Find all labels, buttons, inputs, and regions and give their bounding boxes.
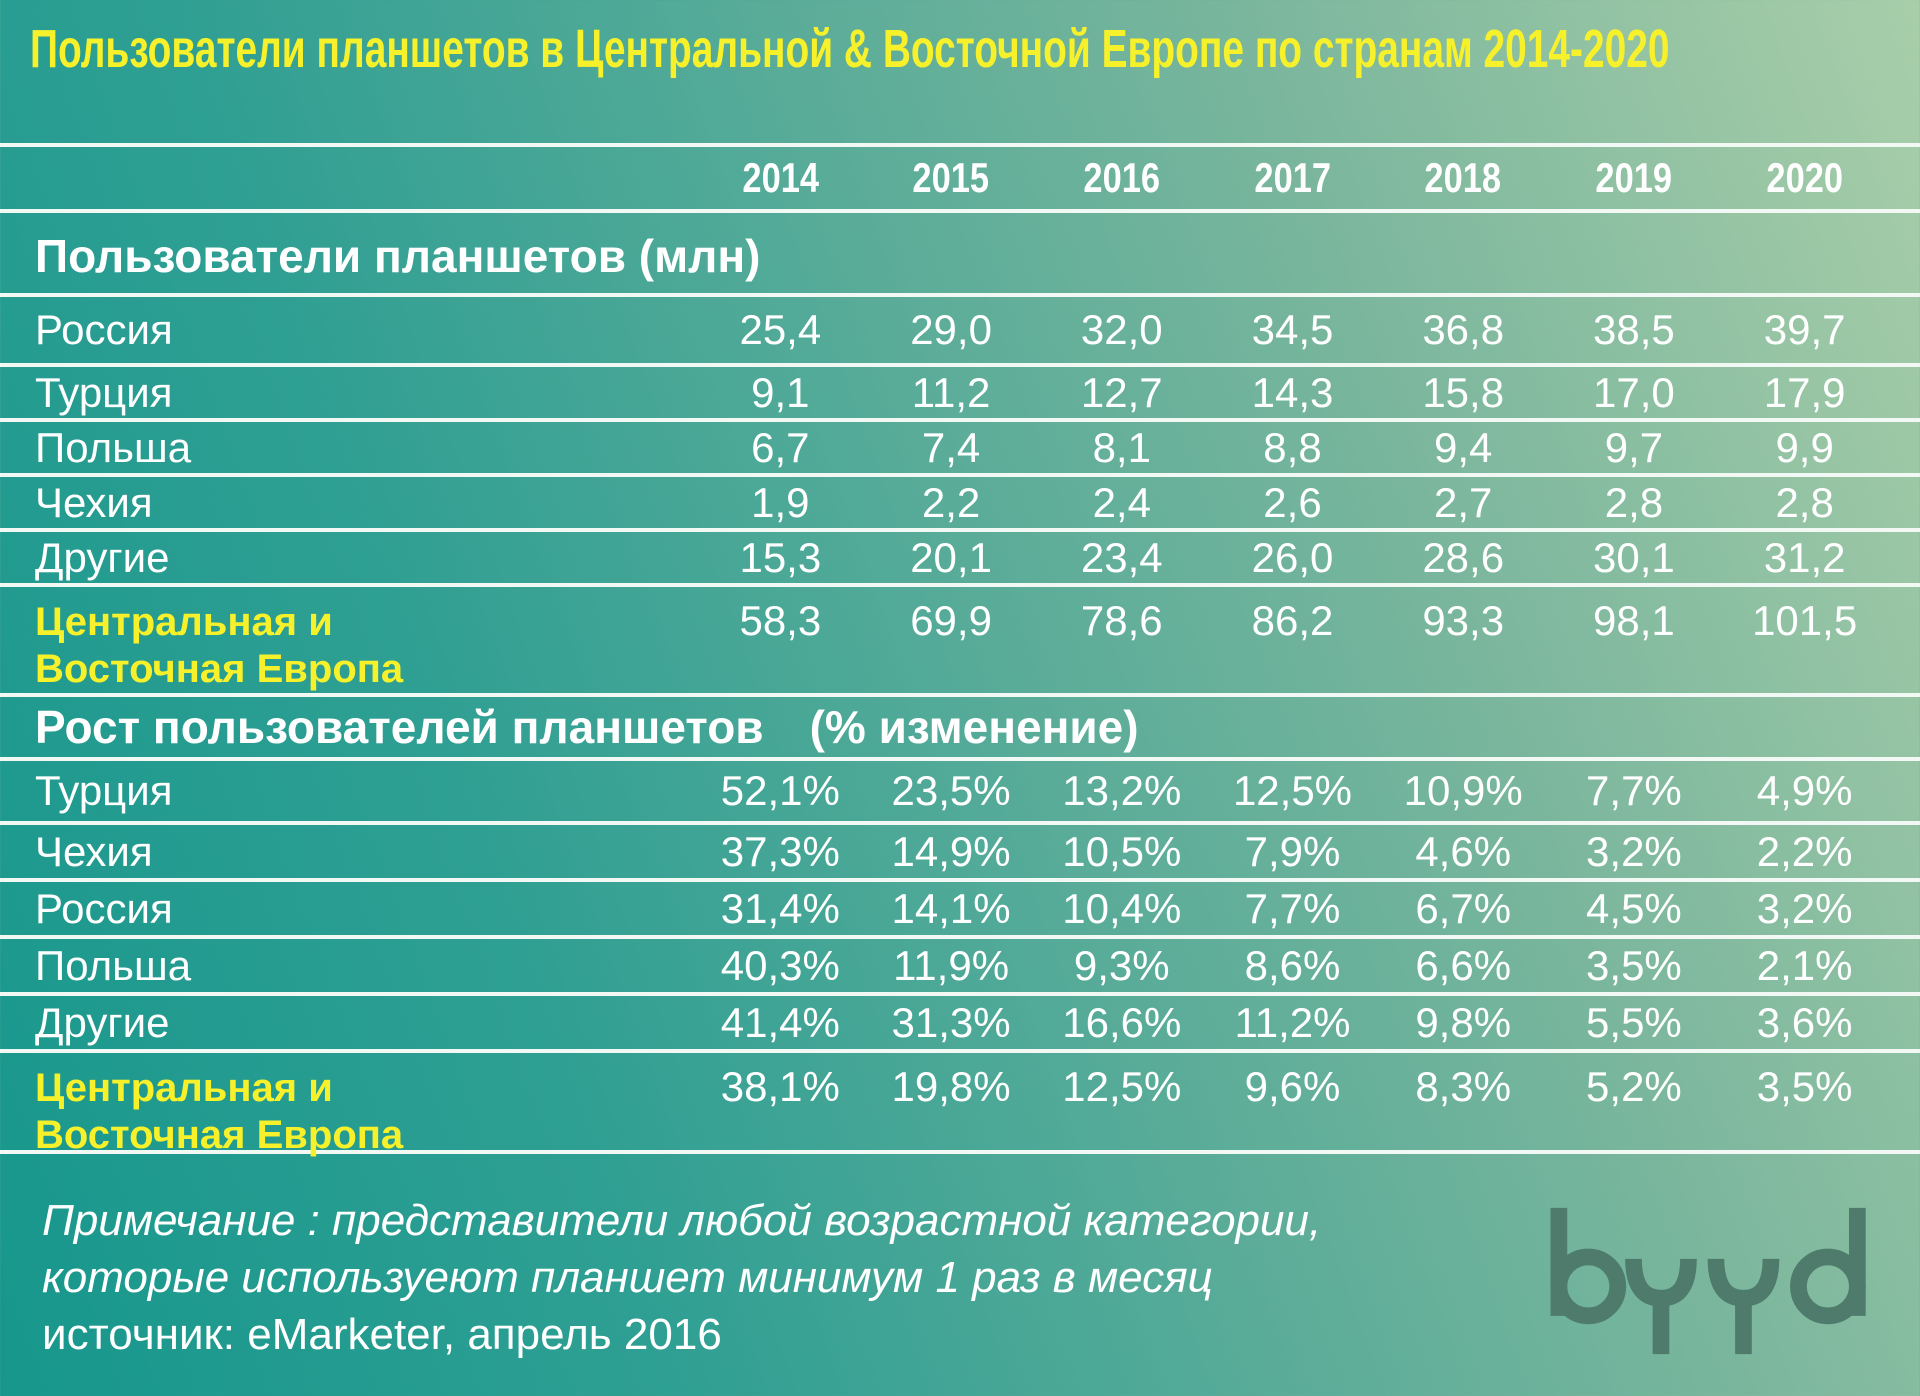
- table-row: [0, 1053, 1920, 1158]
- cell-value: 23,5%: [891, 767, 1011, 814]
- cell-value: 1,9: [751, 478, 810, 526]
- year-label: 2018: [1424, 154, 1502, 201]
- section-title: Пользователи планшетов (млн): [35, 230, 761, 282]
- footnote-line2: которые используеют планшет минимум 1 раз в месяц: [42, 1253, 1213, 1302]
- table-row: [0, 297, 1920, 367]
- cell-value: 41,4%: [720, 998, 840, 1046]
- year-label: 2016: [1083, 154, 1161, 201]
- year-header: [866, 154, 1037, 202]
- row-label: Польша: [35, 423, 192, 471]
- cell-value: 98,1: [1593, 597, 1675, 644]
- cell-value: 3,6%: [1756, 998, 1853, 1046]
- cell-value: 2,7: [1434, 478, 1493, 526]
- cell-value: 17,9: [1763, 368, 1846, 416]
- cell-value: 31,4%: [720, 884, 840, 932]
- cell-value: 2,2: [921, 478, 981, 526]
- cell-value: 9,4: [1434, 423, 1493, 471]
- cell-value: 4,9%: [1756, 767, 1853, 814]
- cell-value: 28,6: [1422, 533, 1505, 581]
- cell-value: 14,1%: [891, 884, 1011, 932]
- cell-value: 11,2%: [1234, 998, 1351, 1046]
- title-block: [0, 0, 1920, 147]
- cell-value: 9,1: [751, 368, 810, 416]
- cell-value: 3,5%: [1756, 1063, 1853, 1110]
- cell-value: 7,4: [921, 423, 981, 471]
- cell-value: 4,5%: [1586, 884, 1682, 932]
- row-label: Россия: [35, 884, 173, 932]
- cell-value: 7,7%: [1586, 767, 1682, 814]
- row-label: Другие: [35, 533, 170, 581]
- cell-value: 25,4: [739, 306, 822, 353]
- table-row: [0, 477, 1920, 532]
- cell-value: 3,5%: [1586, 941, 1682, 989]
- cell-value: 14,3: [1251, 368, 1334, 416]
- cell-value: 30,1: [1593, 533, 1675, 581]
- cell-value: 34,5: [1251, 306, 1334, 353]
- byyd-logo: [1536, 1200, 1892, 1362]
- row-label: Центральная и Восточная Европа: [35, 1066, 404, 1158]
- cell-value: 32,0: [1080, 306, 1163, 353]
- source-note: источник: eMarketer, апрель 2016: [42, 1310, 722, 1359]
- cell-value: 12,7: [1080, 368, 1163, 416]
- row-label: Чехия: [35, 478, 153, 526]
- cell-value: 13,2%: [1062, 767, 1182, 814]
- table-row: [0, 825, 1920, 882]
- cell-value: 2,1%: [1756, 941, 1853, 989]
- year-label: 2020: [1766, 154, 1843, 201]
- table-row: [0, 761, 1920, 825]
- cell-value: 15,3: [739, 533, 822, 581]
- table-row: [0, 939, 1920, 996]
- cell-value: 3,2%: [1586, 827, 1682, 875]
- growth-table-body: [0, 761, 1920, 1158]
- cell-value: 5,2%: [1586, 1063, 1682, 1110]
- footnote-line1: Примечание : представители любой возрастной категории,: [42, 1196, 1322, 1245]
- cell-value: 6,7%: [1415, 884, 1512, 932]
- cell-value: 9,6%: [1244, 1063, 1341, 1110]
- cell-value: 2,2%: [1756, 827, 1853, 875]
- cell-value: 17,0: [1593, 368, 1675, 416]
- year-label: 2014: [742, 154, 819, 201]
- cell-value: 86,2: [1251, 597, 1334, 644]
- cell-value: 2,4: [1092, 478, 1151, 526]
- section-suffix: (% изменение): [809, 701, 1139, 753]
- cell-value: 58,3: [739, 597, 822, 644]
- cell-value: 9,7: [1604, 423, 1664, 471]
- section-header-users: [0, 213, 1920, 297]
- cell-value: 9,3%: [1073, 941, 1170, 989]
- cell-value: 93,3: [1422, 597, 1505, 644]
- cell-value: 2,8: [1775, 478, 1834, 526]
- year-header: [1378, 154, 1549, 202]
- cell-value: 11,2: [911, 368, 991, 416]
- cell-value: 16,6%: [1062, 998, 1182, 1046]
- row-label: Турция: [35, 767, 173, 815]
- year-header: [695, 154, 866, 202]
- year-label: 2017: [1254, 154, 1331, 201]
- row-label: Россия: [35, 306, 173, 354]
- cell-value: 3,2%: [1756, 884, 1853, 932]
- cell-value: 38,5: [1593, 306, 1675, 353]
- cell-value: 20,1: [910, 533, 992, 581]
- row-label: Турция: [35, 368, 173, 416]
- year-header: [1549, 154, 1720, 202]
- cell-value: 23,4: [1080, 533, 1163, 581]
- cell-value: 15,8: [1422, 368, 1505, 416]
- section-header-growth: [0, 697, 1920, 761]
- cell-value: 12,5%: [1232, 767, 1353, 814]
- year-header: [1207, 154, 1378, 202]
- cell-value: 12,5%: [1062, 1063, 1182, 1110]
- cell-value: 6,6%: [1415, 941, 1512, 989]
- cell-value: 8,6%: [1244, 941, 1341, 989]
- cell-value: 38,1%: [720, 1063, 840, 1110]
- cell-value: 31,3%: [891, 998, 1011, 1046]
- cell-value: 10,4%: [1062, 884, 1182, 932]
- cell-value: 9,8%: [1415, 998, 1512, 1046]
- row-label: Чехия: [35, 827, 153, 875]
- year-header: [1719, 154, 1890, 202]
- section-title: Рост пользователей планшетов: [35, 701, 764, 753]
- year-label: 2015: [912, 154, 990, 201]
- cell-value: 8,8: [1263, 423, 1322, 471]
- table-row: [0, 532, 1920, 587]
- cell-value: 69,9: [910, 597, 992, 644]
- cell-value: 10,5%: [1062, 827, 1182, 875]
- year-header: [1036, 154, 1207, 202]
- year-header-row: [0, 147, 1920, 213]
- footer: [0, 1154, 1920, 1396]
- cell-value: 7,9%: [1244, 827, 1341, 875]
- cell-value: 10,9%: [1403, 767, 1523, 814]
- cell-value: 8,1: [1092, 423, 1151, 471]
- cell-value: 5,5%: [1586, 998, 1682, 1046]
- cell-value: 11,9%: [893, 941, 1010, 989]
- cell-value: 39,7: [1763, 306, 1846, 353]
- cell-value: 9,9: [1775, 423, 1834, 471]
- cell-value: 7,7%: [1244, 884, 1341, 932]
- cell-value: 2,6: [1263, 478, 1322, 526]
- page-title: Пользователи планшетов в Центральной & Восточной Европе по странам 2014-2020: [30, 19, 1670, 79]
- cell-value: 101,5: [1752, 597, 1858, 644]
- cell-value: 78,6: [1080, 597, 1163, 644]
- cell-value: 14,9%: [891, 827, 1011, 875]
- row-label: Центральная и Восточная Европа: [35, 600, 404, 692]
- table-row: [0, 587, 1920, 697]
- cell-value: 2,8: [1604, 478, 1664, 526]
- cell-value: 29,0: [910, 306, 992, 353]
- users-table-body: [0, 297, 1920, 697]
- cell-value: 52,1%: [720, 767, 840, 814]
- cell-value: 26,0: [1251, 533, 1334, 581]
- cell-value: 36,8: [1422, 306, 1505, 353]
- table-row: [0, 422, 1920, 477]
- cell-value: 4,6%: [1415, 827, 1512, 875]
- cell-value: 31,2: [1763, 533, 1846, 581]
- table-row: [0, 367, 1920, 422]
- table-row: [0, 882, 1920, 939]
- year-label: 2019: [1595, 154, 1673, 201]
- cell-value: 37,3%: [720, 827, 840, 875]
- byyd-logo-mark: [1536, 1200, 1892, 1362]
- row-label: Другие: [35, 998, 170, 1046]
- cell-value: 40,3%: [720, 941, 840, 989]
- cell-value: 8,3%: [1415, 1063, 1512, 1110]
- cell-value: 19,8%: [891, 1063, 1011, 1110]
- row-label: Польша: [35, 941, 192, 989]
- cell-value: 6,7: [751, 423, 810, 471]
- table-row: [0, 996, 1920, 1053]
